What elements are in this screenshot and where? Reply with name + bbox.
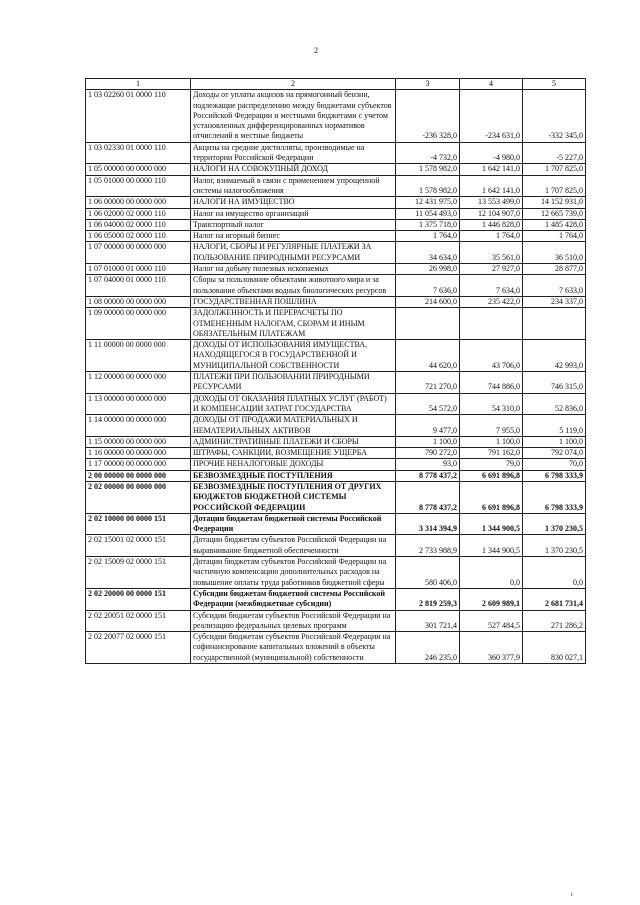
table-row [86, 513, 586, 535]
revenue-name-cell: Налог, взимаемый в связи с применением упрощенной системы налогообложения [191, 175, 396, 197]
amount-cell-col3: 9 477,0 [396, 415, 460, 437]
table-row [86, 164, 586, 175]
table-row [86, 470, 586, 481]
table-row [86, 340, 586, 372]
amount-cell-col5: 5 119,0 [523, 415, 586, 437]
amount-cell-col4: 13 553 499,0 [460, 197, 523, 208]
column-header: 1 [86, 79, 191, 90]
amount-cell-col5: 14 152 931,0 [523, 197, 586, 208]
budget-code-cell: 1 06 00000 00 0000 000 [86, 197, 191, 208]
table-row [86, 436, 586, 447]
budget-code-cell: 2 02 20051 02 0000 151 [86, 610, 191, 632]
budget-code-cell: 1 16 00000 00 0000 000 [86, 448, 191, 459]
budget-code-cell: 1 06 04000 02 0000 110 [86, 219, 191, 230]
table-row [86, 308, 586, 340]
amount-cell-col4: 7 634,0 [460, 275, 523, 297]
amount-cell-col3: 26 998,0 [396, 264, 460, 275]
amount-cell-col4: -4 980,0 [460, 142, 523, 164]
amount-cell-col3: 246 235,0 [396, 632, 460, 664]
amount-cell-col5: 7 633,0 [523, 275, 586, 297]
amount-cell-col5: 70,0 [523, 459, 586, 470]
revenue-name-cell: БЕЗВОЗМЕЗДНЫЕ ПОСТУПЛЕНИЯ ОТ ДРУГИХ БЮДЖЕТОВ БЮДЖЕТНОЙ СИСТЕМЫ РОССИЙСКОЙ ФЕДЕРАЦИИ [191, 481, 396, 513]
amount-cell-col5 [523, 308, 586, 340]
budget-code-cell: 1 07 00000 00 0000 000 [86, 242, 191, 264]
table-row [86, 264, 586, 275]
amount-cell-col4: 2 609 989,1 [460, 588, 523, 610]
table-row [86, 588, 586, 610]
budget-code-cell: 1 11 00000 00 0000 000 [86, 340, 191, 372]
revenue-name-cell: Сборы за пользование объектами животного мира и за пользование объектами водных биологических ресурсов [191, 275, 396, 297]
revenue-name-cell: Транспортный налог [191, 219, 396, 230]
budget-code-cell: 1 08 00000 00 0000 000 [86, 296, 191, 307]
amount-cell-col5: 1 370 230,5 [523, 513, 586, 535]
amount-cell-col4: 1 100,0 [460, 436, 523, 447]
amount-cell-col5: 1 370 230,5 [523, 535, 586, 557]
revenue-name-cell: Акцизы на средние дистилляты, производимые на территории Российской Федерации [191, 142, 396, 164]
amount-cell-col5: 746 315,0 [523, 372, 586, 394]
revenue-name-cell: ДОХОДЫ ОТ ПРОДАЖИ МАТЕРИАЛЬНЫХ И НЕМАТЕРИАЛЬНЫХ АКТИВОВ [191, 415, 396, 437]
table-row [86, 610, 586, 632]
amount-cell-col5: 830 027,1 [523, 632, 586, 664]
budget-code-cell: 1 06 05000 02 0000 110 [86, 231, 191, 242]
budget-code-cell: 1 07 04000 01 0000 110 [86, 275, 191, 297]
amount-cell-col3: 7 636,0 [396, 275, 460, 297]
budget-code-cell: 1 06 02000 02 0000 110 [86, 208, 191, 219]
amount-cell-col3: 8 778 437,2 [396, 470, 460, 481]
budget-code-cell: 1 12 00000 00 0000 000 [86, 372, 191, 394]
amount-cell-col3: 301 721,4 [396, 610, 460, 632]
table-row [86, 415, 586, 437]
table-row [86, 142, 586, 164]
revenue-name-cell: НАЛОГИ НА ИМУЩЕСТВО [191, 197, 396, 208]
budget-code-cell: 1 03 02260 01 0000 110 [86, 90, 191, 142]
amount-cell-col5: 52 836,0 [523, 393, 586, 415]
budget-code-cell: 1 17 00000 00 0000 000 [86, 459, 191, 470]
amount-cell-col4: 0,0 [460, 557, 523, 589]
amount-cell-col3: 2 819 259,3 [396, 588, 460, 610]
amount-cell-col3: 44 620,0 [396, 340, 460, 372]
amount-cell-col5: 1 707 825,0 [523, 175, 586, 197]
amount-cell-col4: 360 377,9 [460, 632, 523, 664]
table-row [86, 197, 586, 208]
page-number: 2 [314, 46, 318, 55]
table-row [86, 275, 586, 297]
budget-code-cell: 1 15 00000 00 0000 000 [86, 436, 191, 447]
amount-cell-col3 [396, 308, 460, 340]
column-header: 5 [523, 79, 586, 90]
amount-cell-col3: 1 375 718,0 [396, 219, 460, 230]
amount-cell-col4: 1 764,0 [460, 231, 523, 242]
table-row [86, 448, 586, 459]
amount-cell-col4: 744 886,0 [460, 372, 523, 394]
amount-cell-col4: 1 344 900,5 [460, 535, 523, 557]
amount-cell-col5: 12 665 739,0 [523, 208, 586, 219]
table-row [86, 296, 586, 307]
budget-code-cell: 2 02 20077 02 0000 151 [86, 632, 191, 664]
table-row [86, 393, 586, 415]
amount-cell-col3: 93,0 [396, 459, 460, 470]
revenue-name-cell: Налог на добычу полезных ископаемых [191, 264, 396, 275]
budget-code-cell: 1 07 01000 01 0000 110 [86, 264, 191, 275]
table-row [86, 219, 586, 230]
amount-cell-col4: 1 642 141,0 [460, 175, 523, 197]
revenue-name-cell: Дотации бюджетам субъектов Российской Федерации на частичную компенсацию дополнительных расходов на повышение оплаты труда работников бюджетной сферы [191, 557, 396, 589]
amount-cell-col5: -332 345,0 [523, 90, 586, 142]
table-row [86, 557, 586, 589]
revenue-name-cell: ШТРАФЫ, САНКЦИИ, ВОЗМЕЩЕНИЕ УЩЕРБА [191, 448, 396, 459]
amount-cell-col3: 790 272,0 [396, 448, 460, 459]
amount-cell-col4 [460, 308, 523, 340]
amount-cell-col4: 7 955,0 [460, 415, 523, 437]
amount-cell-col3: 12 431 975,0 [396, 197, 460, 208]
revenue-name-cell: НАЛОГИ НА СОВОКУПНЫЙ ДОХОД [191, 164, 396, 175]
amount-cell-col5: 28 877,0 [523, 264, 586, 275]
amount-cell-col4: 1 446 828,0 [460, 219, 523, 230]
budget-code-cell: 2 02 10000 00 0000 151 [86, 513, 191, 535]
amount-cell-col5: 271 286,2 [523, 610, 586, 632]
table-row [86, 175, 586, 197]
revenue-name-cell: ПРОЧИЕ НЕНАЛОГОВЫЕ ДОХОДЫ [191, 459, 396, 470]
revenue-name-cell: Субсидии бюджетам бюджетной системы Российской Федерации (межбюджетные субсидии) [191, 588, 396, 610]
amount-cell-col3: -4 732,0 [396, 142, 460, 164]
amount-cell-col3: 1 764,0 [396, 231, 460, 242]
revenue-name-cell: ДОХОДЫ ОТ ОКАЗАНИЯ ПЛАТНЫХ УСЛУГ (РАБОТ) И КОМПЕНСАЦИИ ЗАТРАТ ГОСУДАРСТВА [191, 393, 396, 415]
amount-cell-col3: 8 778 437,2 [396, 481, 460, 513]
amount-cell-col3: -236 328,0 [396, 90, 460, 142]
revenue-name-cell: Доходы от уплаты акцизов на прямогонный бензин, подлежащие распределению между бюджетами субъектов Российской Федерации и местными бюджетами с учетом установленных дифференцированных нормативов отчислений в местные бюджеты [191, 90, 396, 142]
budget-code-cell: 1 03 02330 01 0000 110 [86, 142, 191, 164]
amount-cell-col5: 1 764,0 [523, 231, 586, 242]
amount-cell-col3: 3 314 394,9 [396, 513, 460, 535]
revenue-name-cell: ГОСУДАРСТВЕННАЯ ПОШЛИНА [191, 296, 396, 307]
table-row [86, 90, 586, 142]
table-row [86, 372, 586, 394]
amount-cell-col5: 1 707 825,0 [523, 164, 586, 175]
amount-cell-col5: 234 337,0 [523, 296, 586, 307]
amount-cell-col4: 6 691 896,8 [460, 481, 523, 513]
amount-cell-col4: 79,0 [460, 459, 523, 470]
amount-cell-col3: 34 634,0 [396, 242, 460, 264]
amount-cell-col4: 791 162,0 [460, 448, 523, 459]
column-header: 4 [460, 79, 523, 90]
amount-cell-col4: 12 104 907,0 [460, 208, 523, 219]
amount-cell-col5: 2 681 731,4 [523, 588, 586, 610]
budget-code-cell: 1 05 00000 00 0000 000 [86, 164, 191, 175]
page-mark: i [571, 892, 573, 898]
amount-cell-col5: 36 510,0 [523, 242, 586, 264]
amount-cell-col3: 11 054 493,0 [396, 208, 460, 219]
table-row [86, 481, 586, 513]
column-header: 2 [191, 79, 396, 90]
amount-cell-col4: 235 422,0 [460, 296, 523, 307]
budget-code-cell: 2 02 20000 00 0000 151 [86, 588, 191, 610]
budget-code-cell: 1 14 00000 00 0000 000 [86, 415, 191, 437]
amount-cell-col4: 1 344 900,5 [460, 513, 523, 535]
revenue-table [85, 78, 586, 664]
revenue-name-cell: ЗАДОЛЖЕННОСТЬ И ПЕРЕРАСЧЕТЫ ПО ОТМЕНЕННЫМ НАЛОГАМ, СБОРАМ И ИНЫМ ОБЯЗАТЕЛЬНЫМ ПЛАТЕЖАМ [191, 308, 396, 340]
table-row [86, 242, 586, 264]
revenue-name-cell: Налог на имущество организаций [191, 208, 396, 219]
table-row [86, 535, 586, 557]
budget-code-cell: 1 13 00000 00 0000 000 [86, 393, 191, 415]
budget-code-cell: 2 02 15009 02 0000 151 [86, 557, 191, 589]
amount-cell-col4: -234 631,0 [460, 90, 523, 142]
amount-cell-col3: 1 100,0 [396, 436, 460, 447]
revenue-name-cell: Дотации бюджетам субъектов Российской Федерации на выравнивание бюджетной обеспеченности [191, 535, 396, 557]
revenue-name-cell: Дотации бюджетам бюджетной системы Российской Федерации [191, 513, 396, 535]
amount-cell-col3: 1 578 982,0 [396, 164, 460, 175]
amount-cell-col5: -5 227,0 [523, 142, 586, 164]
amount-cell-col4: 35 561,0 [460, 242, 523, 264]
amount-cell-col5: 6 798 333,9 [523, 470, 586, 481]
amount-cell-col3: 721 270,0 [396, 372, 460, 394]
budget-code-cell: 2 00 00000 00 0000 000 [86, 470, 191, 481]
budget-code-cell: 2 02 15001 02 0000 151 [86, 535, 191, 557]
revenue-name-cell: АДМИНИСТРАТИВНЫЕ ПЛАТЕЖИ И СБОРЫ [191, 436, 396, 447]
table-row [86, 231, 586, 242]
amount-cell-col3: 2 733 988,9 [396, 535, 460, 557]
amount-cell-col5: 1 485 428,0 [523, 219, 586, 230]
amount-cell-col5: 792 074,0 [523, 448, 586, 459]
revenue-name-cell: ПЛАТЕЖИ ПРИ ПОЛЬЗОВАНИИ ПРИРОДНЫМИ РЕСУРСАМИ [191, 372, 396, 394]
amount-cell-col4: 6 691 896,8 [460, 470, 523, 481]
amount-cell-col5: 0,0 [523, 557, 586, 589]
revenue-name-cell: НАЛОГИ, СБОРЫ И РЕГУЛЯРНЫЕ ПЛАТЕЖИ ЗА ПОЛЬЗОВАНИЕ ПРИРОДНЫМИ РЕСУРСАМИ [191, 242, 396, 264]
amount-cell-col3: 1 578 982,0 [396, 175, 460, 197]
table-header-row [86, 79, 586, 90]
column-header: 3 [396, 79, 460, 90]
amount-cell-col4: 27 927,0 [460, 264, 523, 275]
revenue-name-cell: ДОХОДЫ ОТ ИСПОЛЬЗОВАНИЯ ИМУЩЕСТВА, НАХОДЯЩЕГОСЯ В ГОСУДАРСТВЕННОЙ И МУНИЦИПАЛЬНОЙ СОБСТВЕННОСТИ [191, 340, 396, 372]
budget-code-cell: 2 02 00000 00 0000 000 [86, 481, 191, 513]
revenue-name-cell: Налог на игорный бизнес [191, 231, 396, 242]
amount-cell-col4: 527 484,5 [460, 610, 523, 632]
amount-cell-col5: 6 798 333,9 [523, 481, 586, 513]
budget-code-cell: 1 09 00000 00 0000 000 [86, 308, 191, 340]
table-row [86, 632, 586, 664]
amount-cell-col4: 54 310,0 [460, 393, 523, 415]
amount-cell-col3: 580 406,0 [396, 557, 460, 589]
table-row [86, 459, 586, 470]
amount-cell-col5: 1 100,0 [523, 436, 586, 447]
amount-cell-col3: 214 600,0 [396, 296, 460, 307]
revenue-name-cell: Субсидии бюджетам субъектов Российской Федерации на софинансирование капитальных вложений в объекты государственной (муниципальной) собственности [191, 632, 396, 664]
amount-cell-col3: 54 572,0 [396, 393, 460, 415]
amount-cell-col4: 43 706,0 [460, 340, 523, 372]
budget-code-cell: 1 05 01000 00 0000 110 [86, 175, 191, 197]
amount-cell-col4: 1 642 141,0 [460, 164, 523, 175]
amount-cell-col5: 42 993,0 [523, 340, 586, 372]
revenue-name-cell: Субсидии бюджетам субъектов Российской Федерации на реализацию федеральных целевых программ [191, 610, 396, 632]
revenue-name-cell: БЕЗВОЗМЕЗДНЫЕ ПОСТУПЛЕНИЯ [191, 470, 396, 481]
table-row [86, 208, 586, 219]
